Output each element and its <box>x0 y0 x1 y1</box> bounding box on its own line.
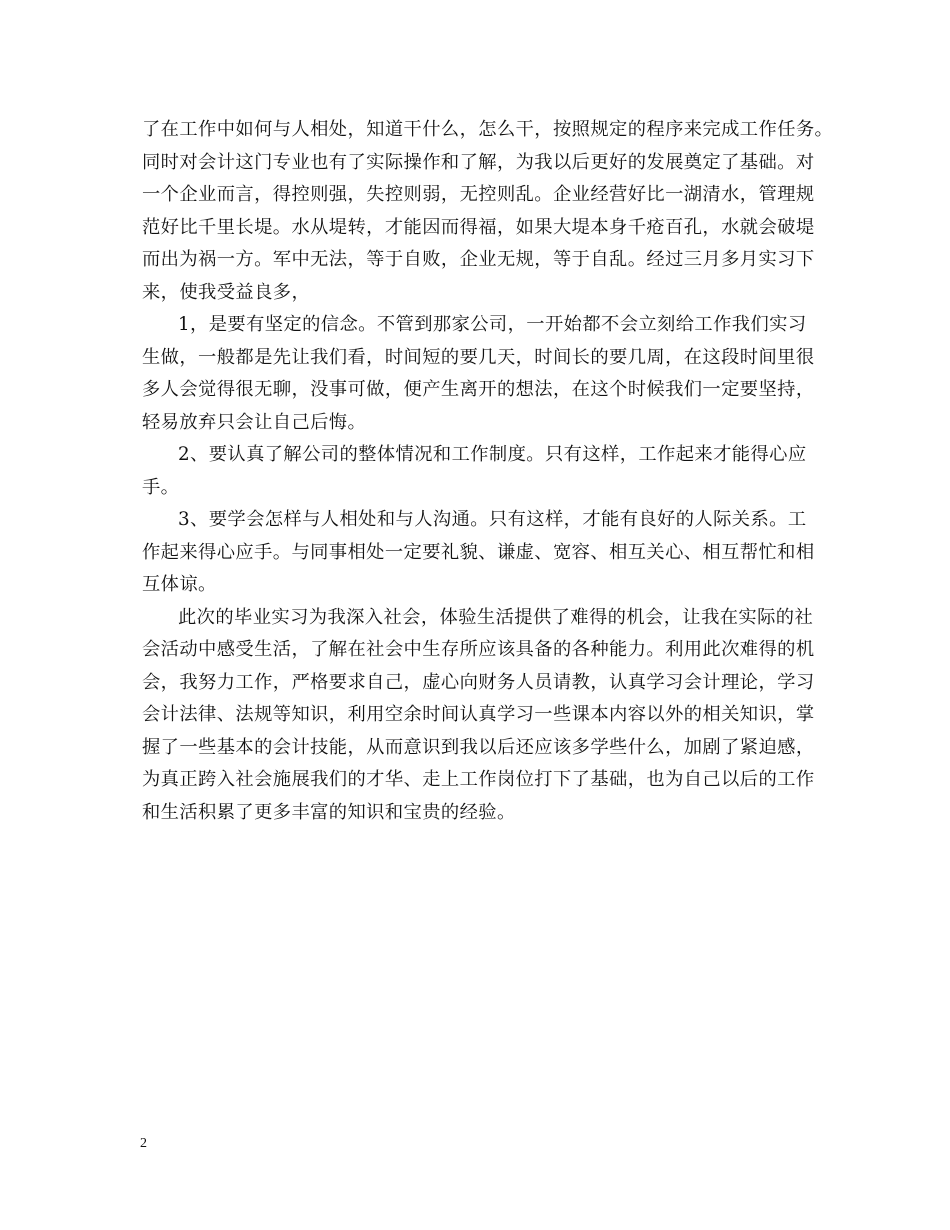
body-text <box>142 114 832 829</box>
text-line: 为真正跨入社会施展我们的才华、走上工作岗位打下了基础，也为自己以后的工作 <box>142 769 815 790</box>
text-line: 多人会觉得很无聊，没事可做，便产生离开的想法，在这个时候我们一定要坚持， <box>142 379 815 400</box>
paragraph-first-line: 此次的毕业实习为我深入社会，体验生活提供了难得的机会，让我在实际的社 <box>178 606 814 628</box>
text-line: 轻易放弃只会让自己后悔。 <box>142 411 367 433</box>
paragraph-first-line: 2、要认真了解公司的整体情况和工作制度。只有这样，工作起来才能得心应 <box>178 444 807 465</box>
text-line: 范好比千里长堤。水从堤转，才能因而得福，如果大堤本身千疮百孔，水就会破堤 <box>142 216 815 238</box>
text-line: 同时对会计这门专业也有了实际操作和了解，为我以后更好的发展奠定了基础。对 <box>142 151 815 173</box>
text-line: 握了一些基本的会计技能，从而意识到我以后还应该多学些什么，加剧了紧迫感， <box>142 736 815 758</box>
text-line: 生做，一般都是先让我们看，时间短的要几天，时间长的要几周，在这段时间里很 <box>142 346 815 368</box>
text-line: 一个企业而言，得控则强，失控则弱，无控则乱。企业经营好比一湖清水，管理规 <box>142 184 815 205</box>
text-line: 会，我努力工作，严格要求自己，虚心向财务人员请教，认真学习会计理论，学习 <box>142 671 815 693</box>
text-line: 手。 <box>142 476 180 498</box>
text-line: 和生活积累了更多丰富的知识和宝贵的经验。 <box>142 801 516 823</box>
text-line: 而出为祸一方。军中无法，等于自败，企业无规，等于自乱。经过三月多月实习下 <box>142 249 815 270</box>
text-line: 会计法律、法规等知识，利用空余时间认真学习一些课本内容以外的相关知识，掌 <box>142 704 815 725</box>
paragraph-first-line: 3、要学会怎样与人相处和与人沟通。只有这样，才能有良好的人际关系。工 <box>178 509 807 530</box>
text-line: 作起来得心应手。与同事相处一定要礼貌、谦虚、宽容、相互关心、相互帮忙和相 <box>142 541 815 563</box>
text-line: 会活动中感受生活，了解在社会中生存所应该具备的各种能力。利用此次难得的机 <box>142 639 815 660</box>
text-line: 了在工作中如何与人相处，知道干什么，怎么干，按照规定的程序来完成工作任务。 <box>142 119 834 140</box>
text-line: 来，使我受益良多， <box>142 281 311 303</box>
paragraph-first-line: 1，是要有坚定的信念。不管到那家公司，一开始都不会立刻给工作我们实习 <box>178 314 807 335</box>
text-line: 互体谅。 <box>142 574 217 595</box>
page-number: 2 <box>140 1136 147 1151</box>
